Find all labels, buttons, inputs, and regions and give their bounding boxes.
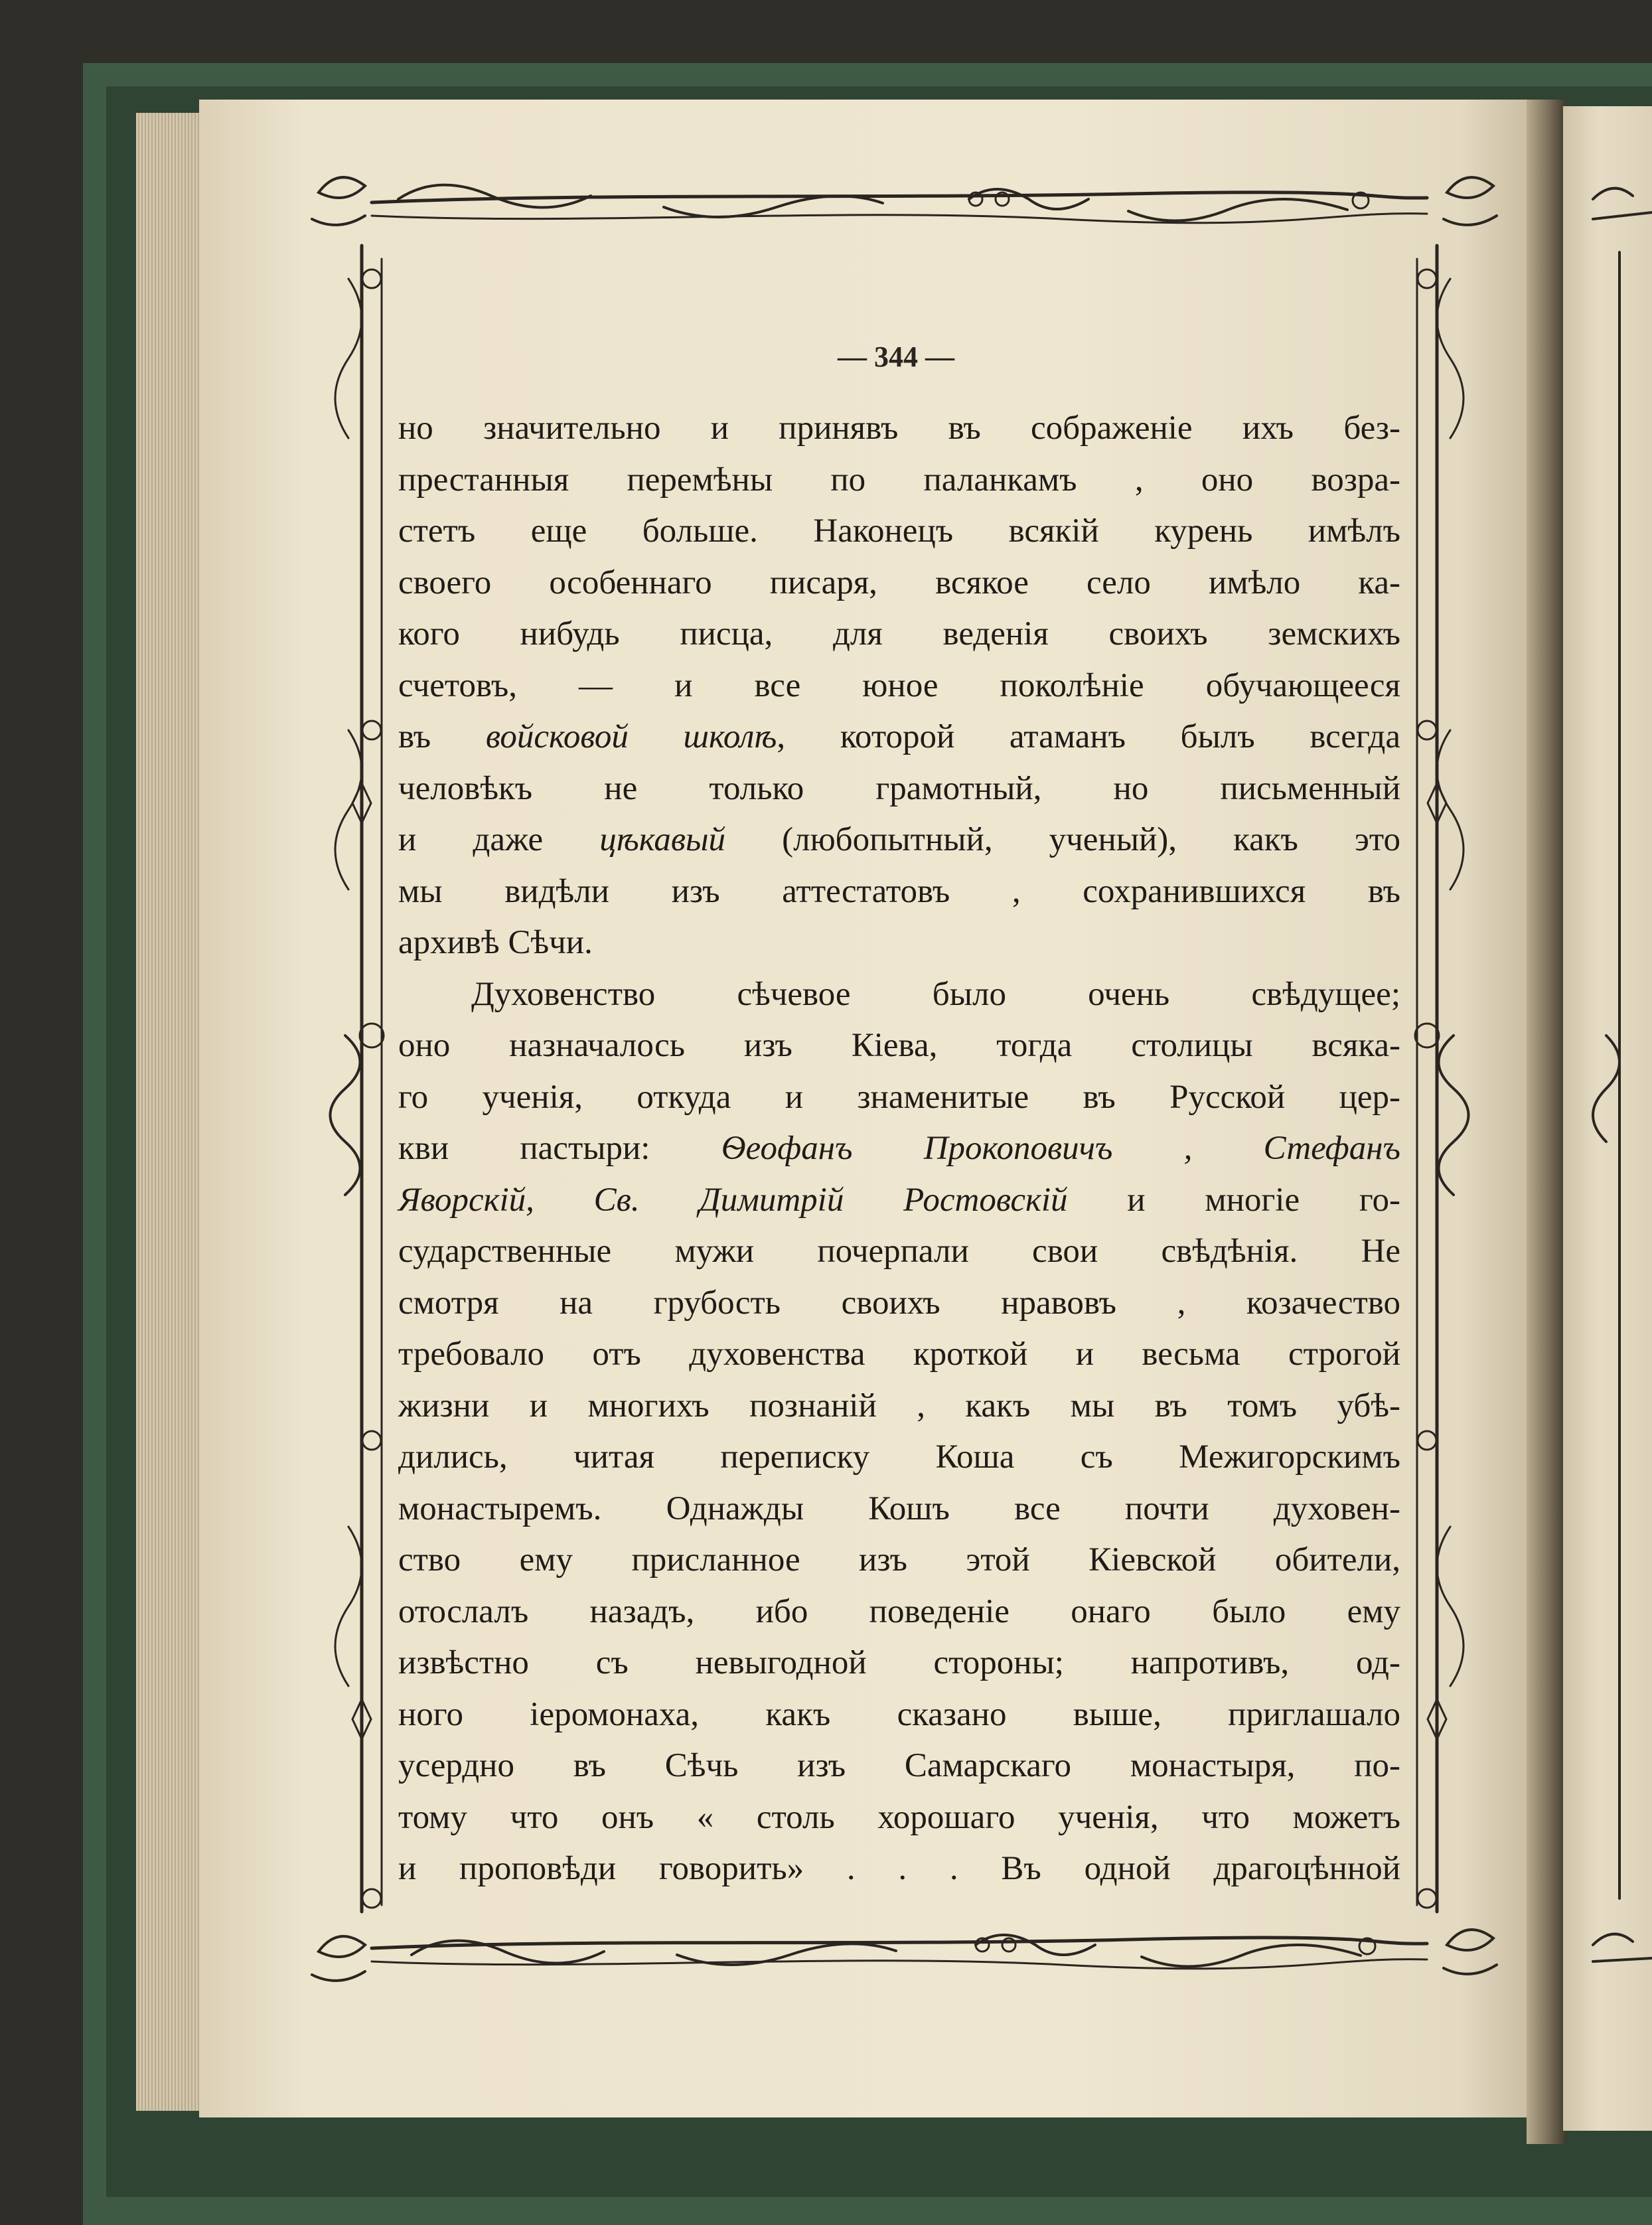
text-segment: дились, читая переписку Коша съ Межигорскимъ xyxy=(398,1438,1400,1476)
text-segment: стетъ еще больше. Наконецъ всякій курень имѣлъ xyxy=(398,512,1400,550)
text-segment: ного іеромонаха, какъ сказано выше, приглашало xyxy=(398,1695,1400,1733)
text-line xyxy=(398,1125,1400,1172)
text-segment: требовало отъ духовенства кроткой и весьма строгой xyxy=(398,1336,1400,1373)
text-segment: (любопытный, ученый), какъ это xyxy=(725,821,1400,858)
text-segment: человѣкъ не только грамотный, но письменный xyxy=(398,769,1400,807)
text-line xyxy=(398,765,1400,812)
book-gutter xyxy=(1527,100,1566,2144)
right-page-edge xyxy=(1563,106,1652,2131)
text-segment: сударственные мужи почерпали свои свѣдѣнія. Не xyxy=(398,1233,1400,1270)
italic-text: Ѳеофанъ Прокоповичъ , Стефанъ xyxy=(721,1130,1401,1167)
text-line xyxy=(398,1074,1400,1120)
text-line xyxy=(398,1228,1400,1274)
text-line xyxy=(398,1280,1400,1326)
text-line xyxy=(398,560,1400,606)
text-segment: и проповѣди говорить» . . . Въ одной драгоцѣнной xyxy=(398,1850,1400,1887)
text-line xyxy=(398,508,1400,554)
text-line xyxy=(398,457,1400,503)
text-line xyxy=(398,1845,1400,1892)
text-segment: мы видѣли изъ аттестатовъ , сохранившихся въ xyxy=(398,872,1400,910)
text-line xyxy=(398,405,1400,451)
text-line xyxy=(398,868,1400,915)
text-line xyxy=(398,1383,1400,1429)
text-line xyxy=(398,1742,1400,1789)
text-segment: и многіе го- xyxy=(1067,1181,1401,1219)
text-line xyxy=(398,1177,1400,1223)
text-segment: и даже xyxy=(398,821,600,858)
text-segment: тому что онъ « столь хорошаго ученія, что можетъ xyxy=(398,1798,1400,1836)
italic-text: цѣкавый xyxy=(599,821,726,858)
text-segment: го ученія, откуда и знаменитые въ Русской цер- xyxy=(398,1078,1400,1116)
text-line xyxy=(398,1588,1400,1635)
text-line xyxy=(398,1537,1400,1583)
page-number: — 344 — xyxy=(838,341,954,373)
italic-text: Яворскій, Св. Димитрій Ростовскій xyxy=(398,1181,1068,1219)
text-segment: кви пастыри: xyxy=(398,1130,721,1167)
text-line xyxy=(398,1486,1400,1532)
text-segment: смотря на грубость своихъ нравовъ , козачество xyxy=(398,1284,1400,1322)
text-segment: престанныя перемѣны по паланкамъ , оно возра- xyxy=(398,461,1400,499)
text-line xyxy=(398,1691,1400,1738)
text-segment: архивѣ Сѣчи. xyxy=(398,924,593,961)
text-segment: отослалъ назадъ, ибо поведеніе онаго было ему xyxy=(398,1592,1400,1630)
text-segment: кого нибудь писца, для веденія своихъ земскихъ xyxy=(398,615,1400,652)
text-segment: монастыремъ. Однажды Кошъ все почти духовен- xyxy=(398,1490,1400,1527)
text-line xyxy=(398,816,1400,863)
text-line xyxy=(398,919,1400,966)
text-segment: жизни и многихъ познаній , какъ мы въ томъ убѣ- xyxy=(398,1387,1400,1424)
text-segment: Духовенство сѣчевое было очень свѣдущее; xyxy=(471,975,1400,1013)
text-line xyxy=(398,662,1400,709)
text-segment: оно назначалось изъ Кіева, тогда столицы всяка- xyxy=(398,1027,1400,1064)
text-segment: усердно въ Сѣчь изъ Самарскаго монастыря, по- xyxy=(398,1747,1400,1784)
text-line xyxy=(398,1022,1400,1069)
text-line xyxy=(471,971,1400,1018)
text-segment: счетовъ, — и все юное поколѣніе обучающееся xyxy=(398,666,1400,704)
text-segment: своего особеннаго писаря, всякое село имѣло ка- xyxy=(398,564,1400,601)
text-line xyxy=(398,714,1400,760)
text-line xyxy=(398,1331,1400,1377)
text-segment: ство ему присланное изъ этой Кіевской обители, xyxy=(398,1541,1400,1578)
text-segment: , которой атаманъ былъ всегда xyxy=(777,718,1400,755)
text-line xyxy=(398,611,1400,657)
italic-text: войсковой школѣ xyxy=(485,718,777,755)
text-line xyxy=(398,1434,1400,1480)
text-line xyxy=(398,1640,1400,1686)
text-segment: въ xyxy=(398,718,486,755)
text-line xyxy=(398,1794,1400,1841)
text-segment: но значительно и принявъ въ сображеніе ихъ без- xyxy=(398,410,1400,447)
text-segment: извѣстно съ невыгодной стороны; напротивъ, од- xyxy=(398,1644,1400,1681)
